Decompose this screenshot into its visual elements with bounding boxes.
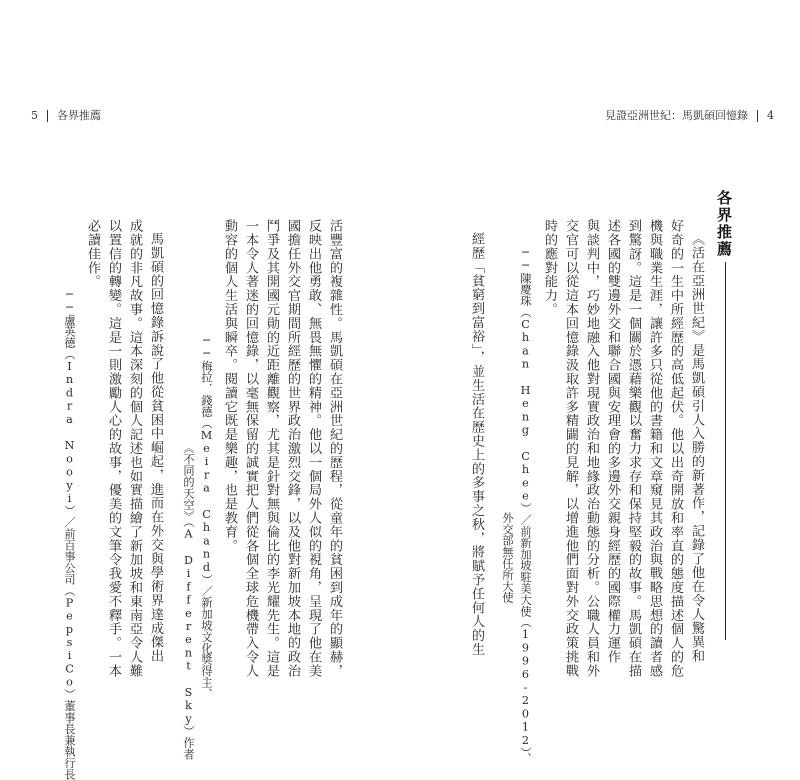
heading-rule (725, 262, 726, 640)
header-separator (757, 110, 758, 122)
quote2-attribution-title: 《不同的天空》（A Different Sky）作者 (182, 442, 195, 760)
quote3-line-1: 馬凱碩的回憶錄訴說了他從貧困中崛起，進而在外交與學術界達成傑出 (148, 232, 163, 663)
quote2-attribution: ──梅拉．錢德（Meira Chand）／新加坡文化獎得主、 (200, 334, 213, 700)
right-page-number: 4 (767, 109, 774, 122)
quote1-line-1: 《活在亞洲世紀》是馬凱碩引人入勝的新著作，記錄了他在令人驚異和 (689, 232, 704, 663)
quote3-line-4: 必讀佳作。 (85, 219, 100, 289)
quote2-line-1: 經歷「貧窮到富裕」，並生活在歷史上的多事之秋，將賦予任何人的生 (469, 232, 484, 657)
quote1-attribution-title: 外交部無任所大使 (501, 512, 514, 604)
quote2-line-5: 鬥爭及其開國元勛的近距離觀察，尤其是針對無與倫比的李光耀先生。這是 (264, 219, 279, 678)
quote3-attribution: ──盧英德（Indra Nooyi）／前百事公司（PepsiCo）董事長兼執行長 (63, 288, 76, 780)
quote1-line-7: 交官可以從這本回憶錄汲取許多精闢的見解，以增進他們面對外交政策挑戰 (563, 219, 578, 678)
quote1-line-4: 到驚訝。這是一個關於憑藉樂觀以奮力求存和保持堅毅的故事。馬凱碩在描 (626, 219, 641, 678)
left-section-title: 各界推薦 (57, 109, 101, 122)
quote1-line-3: 機與職業生涯，讓許多只從他的書籍和文章窺見其政治與戰略思想的讀者感 (647, 219, 662, 678)
quote1-line-8: 時的應對能力。 (542, 219, 557, 317)
section-heading: 各界推薦 (715, 190, 733, 258)
left-running-header (31, 109, 101, 122)
quote1-line-6: 與談判中，巧妙地融入他對現實政治和地緣政治動態的分析。公職人員和外 (584, 219, 599, 678)
quote1-line-5: 述各國的雙邊外交和聯合國與安理會的多邊外交親身經歷的國際權力運作 (605, 219, 620, 664)
quote2-line-6: 一本令人著迷的回憶錄，以毫無保留的誠實把人們從各個全球危機帶入令人 (243, 219, 258, 678)
quote1-attribution: ──陳慶珠（Chan Heng Chee）／前新加坡駐美大使（1996-2012）、 (519, 246, 532, 765)
quote2-line-3: 反映出他勇敢、無畏無懼的精神。他以一個局外人似的視角，呈現了他在美 (306, 219, 321, 678)
right-running-header (605, 109, 774, 122)
quote2-line-7: 動容的個人生活與瞬卒。閱讀它既是樂趣，也是教育。 (222, 219, 237, 553)
header-separator (47, 110, 48, 122)
quote3-line-2: 成就的非凡故事。這本深刻的個人記述也如實描繪了新加坡和東南亞令人難 (127, 219, 142, 678)
left-page-number: 5 (31, 109, 38, 122)
quote3-line-3: 以置信的轉變。這是一則激勵人心的故事，優美的文筆令我愛不釋手。一本 (106, 219, 121, 678)
quote2-line-4: 國擔任外交官期間所經歷的世界政治激烈交鋒，以及他對新加坡本地的政治 (285, 219, 300, 678)
book-title: 見證亞洲世紀：馬凱碩回憶錄 (605, 109, 748, 122)
quote1-line-2: 好奇的一生中所經歷的高低起伏。他以出奇開放和率直的態度描述個人的危 (668, 219, 683, 678)
quote2-line-2: 活豐富的複雜性。馬凱碩在亞洲世紀的歷程，從童年的貧困到成年的顯赫， (327, 219, 342, 678)
